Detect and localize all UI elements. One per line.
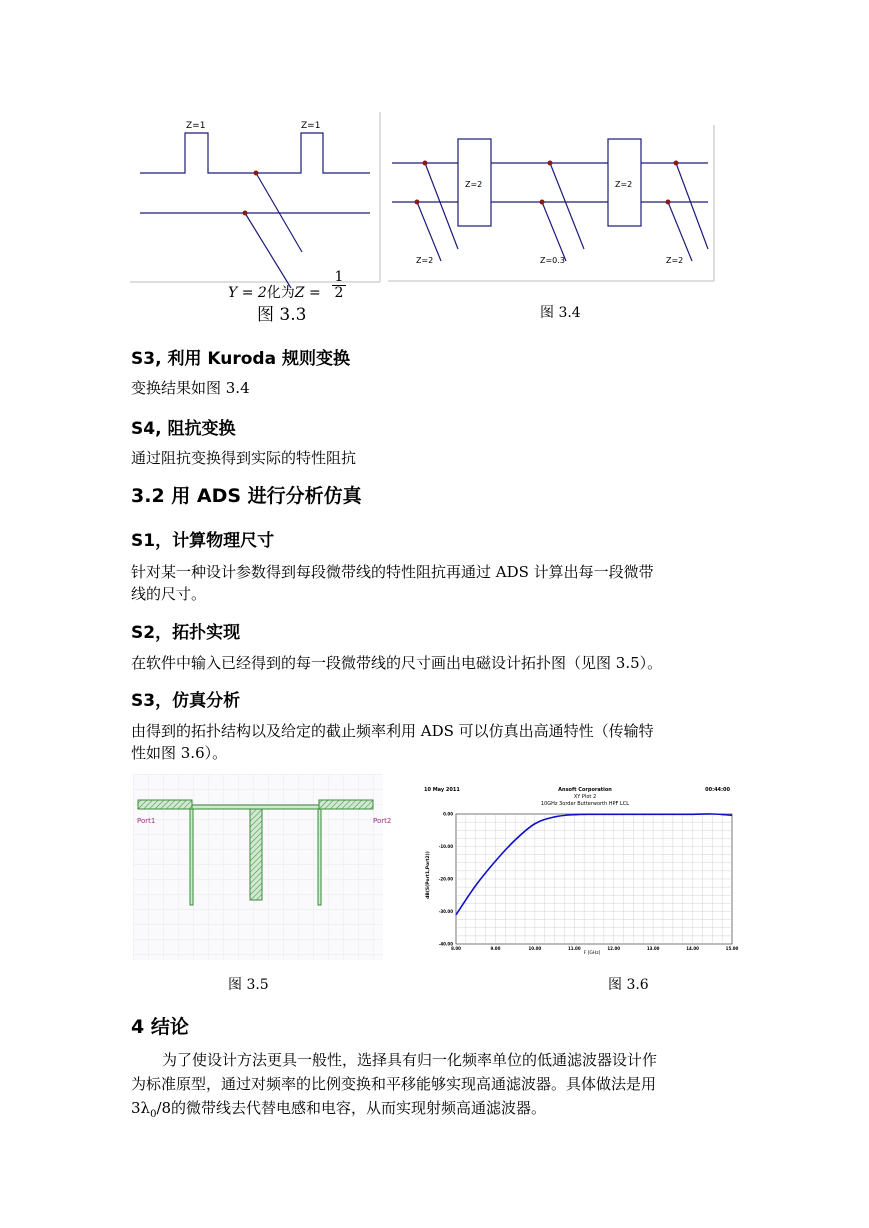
figure-3-4-schematic (388, 125, 718, 285)
formula-denominator: 2 (334, 285, 344, 301)
figure-3-6-chart (420, 780, 740, 960)
lambda-subscript: 0 (150, 1109, 157, 1120)
heading-s2: S2，拓扑实现 (131, 623, 241, 643)
chart-x-tick-label: 13.00 (646, 946, 660, 951)
text-s3-sim-line2: 性如图 3.6）。 (131, 744, 228, 762)
formula-z: Z = (294, 285, 321, 301)
formula-fraction (332, 270, 346, 301)
chart-x-tick-label: 14.00 (686, 946, 699, 951)
chart-x-tick-label: 10.00 (528, 946, 542, 951)
figure-3-3-schematic (128, 112, 384, 292)
formula-mid: 化为 (266, 285, 295, 301)
text-conclusion-line3 (131, 1097, 546, 1126)
lambda-prefix: 3λ (131, 1099, 151, 1117)
heading-s4: S4, 阻抗变换 (131, 419, 236, 439)
fig33-label-z1-left: Z=1 (186, 121, 206, 131)
chart-header-company: Ansoft Corporation (558, 787, 612, 793)
chart-x-tick-label: 12.00 (607, 946, 621, 951)
formula-lhs: Y = 2 (228, 285, 267, 301)
text-conclusion-line2: 为标准原型，通过对频率的比例变换和平移能够实现高通滤波器。具体做法是用 (131, 1075, 657, 1093)
fig33-caption: 图 3.3 (257, 305, 307, 325)
figure-3-5-layout (133, 774, 392, 960)
chart-y-tick-label: -10.00 (438, 844, 453, 849)
fig34-caption: 图 3.4 (540, 305, 581, 321)
fig34-stub-label-3: Z=2 (666, 256, 684, 265)
fig33-label-z1-right: Z=1 (301, 121, 321, 131)
chart-y-tick-label: -30.00 (438, 909, 453, 914)
chart-x-tick-label: 15.00 (725, 946, 739, 951)
fig35-caption: 图 3.5 (228, 977, 269, 993)
chart-header-time: 00:44:00 (705, 787, 730, 793)
formula-numerator: 1 (332, 270, 346, 286)
chart-x-tick-label: 8.00 (451, 946, 461, 951)
text-s2: 在软件中输入已经得到的每一段微带线的尺寸画出电磁设计拓扑图（见图 3.5）。 (131, 654, 663, 672)
chart-x-tick-label: 11.00 (567, 946, 581, 951)
chart-header-date: 10 May 2011 (424, 787, 460, 793)
chart-y-tick-label: 0.00 (443, 811, 453, 817)
heading-conclusion: 4 结论 (131, 1016, 189, 1038)
fig34-stub-label-1: Z=2 (416, 256, 434, 265)
fig35-port2-label: Port2 (373, 817, 392, 825)
text-s4: 通过阻抗变换得到实际的特性阻抗 (131, 449, 357, 467)
chart-title-1: XY Plot 2 (573, 794, 597, 800)
text-conclusion-line1: 为了使设计方法更具一般性，选择具有归一化频率单位的低通滤波器设计作 (162, 1051, 658, 1069)
chart-ylabel: dB(S(Port1,Port2)) (426, 851, 431, 899)
fig34-box-label-2: Z=2 (615, 180, 633, 189)
chart-y-tick-label: -40.00 (438, 941, 453, 947)
chart-title-2: 10GHz 3order Butterworth HPF LCL (540, 801, 630, 807)
heading-s3-sim: S3，仿真分析 (131, 691, 241, 711)
heading-s3-kuroda: S3, 利用 Kuroda 规则变换 (131, 349, 350, 369)
heading-ads: 3.2 用 ADS 进行分析仿真 (131, 485, 362, 507)
text-s1-line2: 线的尺寸。 (131, 585, 207, 603)
text-s1-line1: 针对某一种设计参数得到每段微带线的特性阻抗再通过 ADS 计算出每一段微带 (131, 563, 654, 581)
fig35-port1-label: Port1 (137, 817, 156, 825)
heading-s1: S1，计算物理尺寸 (131, 531, 275, 551)
fig33-formula (228, 282, 321, 302)
chart-y-tick-label: -20.00 (438, 876, 453, 882)
text-s3-sim-line1: 由得到的拓扑结构以及给定的截止频率利用 ADS 可以仿真出高通特性（传输特 (131, 722, 654, 740)
chart-x-tick-label: 9.00 (490, 946, 501, 951)
text-s3-kuroda: 变换结果如图 3.4 (131, 379, 250, 397)
fig36-caption: 图 3.6 (608, 977, 649, 993)
conclusion-line3-rest: /8的微带线去代替电感和电容，从而实现射频高通滤波器。 (156, 1099, 547, 1117)
fig34-stub-label-2: Z=0.3 (540, 256, 565, 265)
fig34-box-label-1: Z=2 (465, 180, 483, 189)
chart-xlabel: F [GHz] (583, 951, 601, 956)
